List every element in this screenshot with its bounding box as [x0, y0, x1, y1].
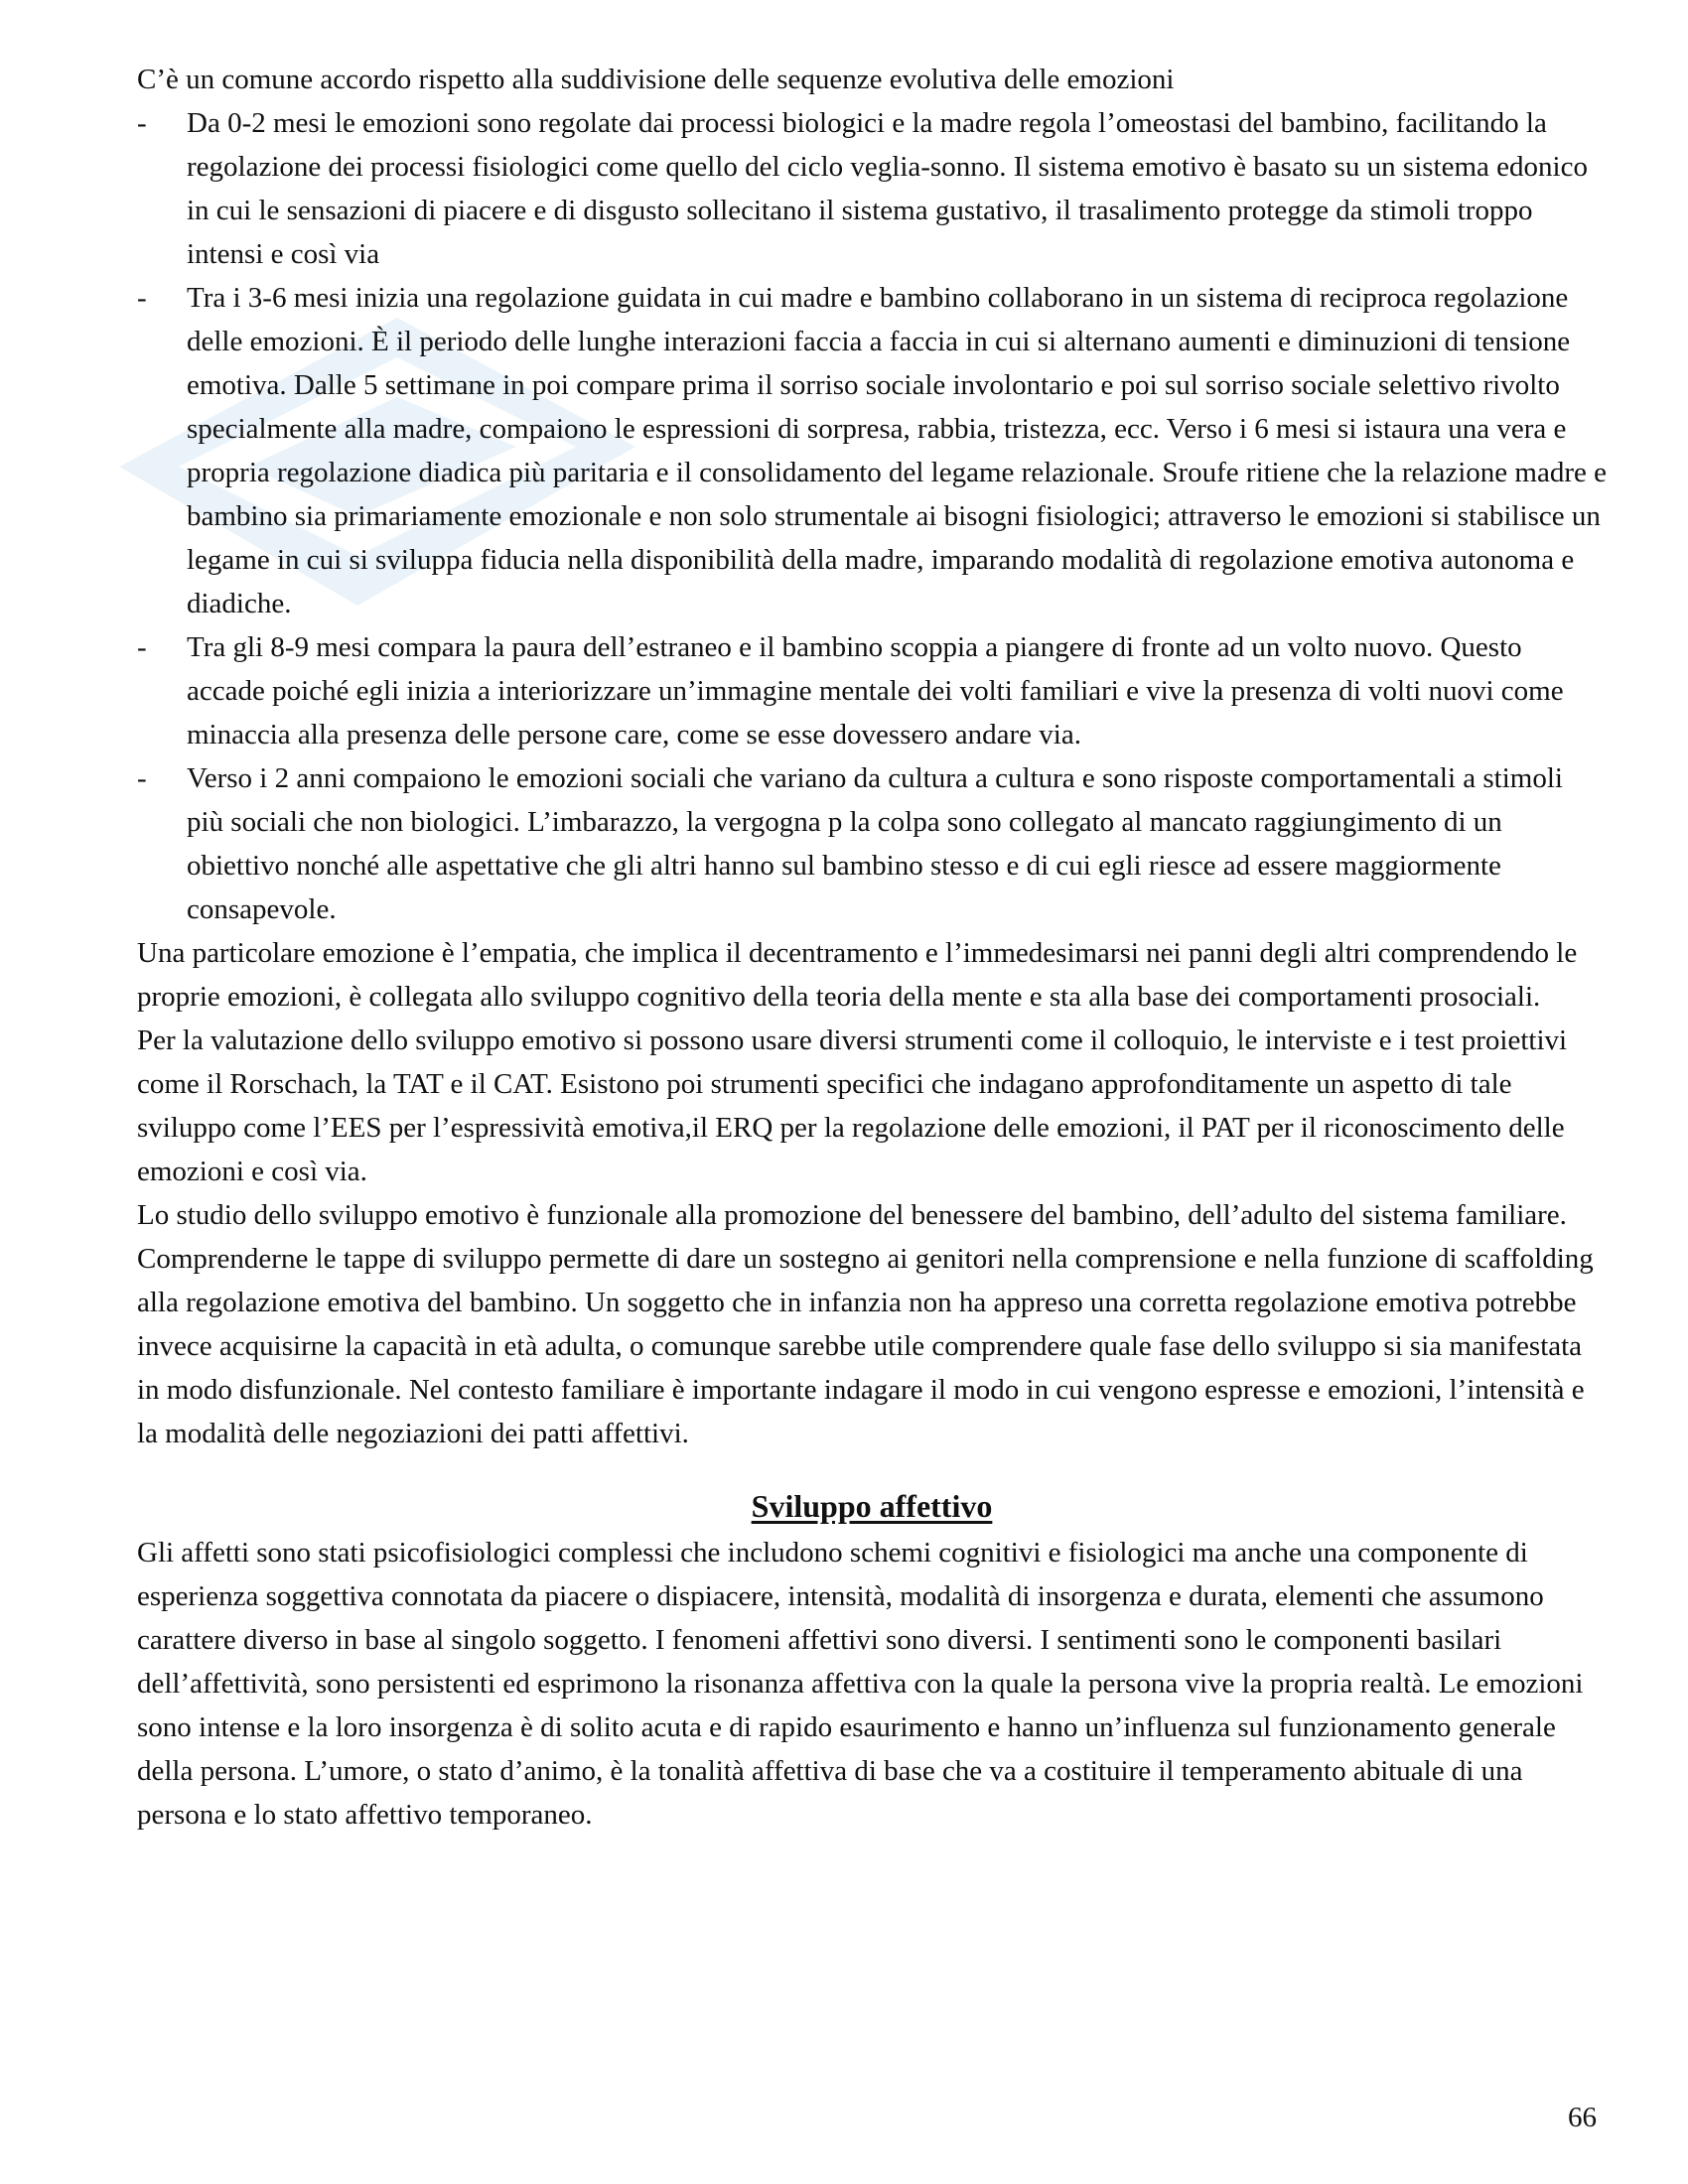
empathy-paragraph: Una particolare emozione è l’empatia, che implica il decentramento e l’immedesimarsi nei panni degli altri comprendendo le proprie emozioni, è collegata allo sviluppo cognitivo della teoria della mente e sta alla base dei comportamenti prosociali.: [137, 937, 1578, 1013]
section-heading: Sviluppo affettivo: [751, 1488, 993, 1524]
list-item: [137, 276, 1607, 625]
page-number: 66: [1568, 2102, 1597, 2133]
list-item-text: Verso i 2 anni compaiono le emozioni sociali che variano da cultura a cultura e sono risposte comportamentali a stimoli più sociali che non biologici. L’imbarazzo, la vergogna p la colpa sono collegato al mancato raggiungimento di un obiettivo nonché alle aspettative che gli altri hanno sul bambino stesso e di cui egli riesce ad essere maggiormente consapevole.: [187, 762, 1563, 925]
list-item: [137, 756, 1607, 931]
assessment-paragraph: Per la valutazione dello sviluppo emotivo si possono usare diversi strumenti come il colloquio, le interviste e i test proiettivi come il Rorschach, la TAT e il CAT. Esistono poi strumenti specifici che indagano approfonditamente un aspetto di tale sviluppo come l’EES per l’espressività emotiva,il ERQ per la regolazione delle emozioni, il PAT per il riconoscimento delle emozioni e così via.: [137, 1024, 1568, 1187]
list-item-text: Da 0-2 mesi le emozioni sono regolate dai processi biologici e la madre regola l’omeostasi del bambino, facilitando la regolazione dei processi fisiologici come quello del ciclo veglia-sonno. Il sistema emotivo è basato su un sistema edonico in cui le sensazioni di piacere e di disgusto sollecitano il sistema gustativo, il trasalimento protegge da stimoli troppo intensi e così via: [187, 107, 1588, 270]
section-paragraph: Gli affetti sono stati psicofisiologici complessi che includono schemi cognitivi e fisiologici ma anche una componente di esperienza soggettiva connotata da piacere o dispiacere, intensità, modalità di insorgenza e durata, elementi che assumono carattere diverso in base al singolo soggetto. I fenomeni affettivi sono diversi. I sentimenti sono le componenti basilari dell’affettività, sono persistenti ed esprimono la risonanza affettiva con la quale la persona vive la propria realtà. Le emozioni sono intense e la loro insorgenza è di solito acuta e di rapido esaurimento e hanno un’influenza sul funzionamento generale della persona. L’umore, o stato d’animo, è la tonalità affettiva di base che va a costituire il temperamento abituale di una persona e lo stato affettivo temporaneo.: [137, 1537, 1584, 1831]
list-item-text: Tra gli 8-9 mesi compara la paura dell’estraneo e il bambino scoppia a piangere di fronte ad un volto nuovo. Questo accade poiché egli inizia a interiorizzare un’immagine mentale dei volti familiari e vive la presenza di volti nuovi come minaccia alla presenza delle persone care, come se esse dovessero andare via.: [187, 631, 1564, 751]
list-item: [137, 101, 1607, 276]
list-item: [137, 625, 1607, 756]
bullet-mark: -: [137, 631, 147, 663]
bullet-mark: -: [137, 762, 147, 794]
bullet-mark: -: [137, 107, 147, 139]
intro-paragraph: C’è un comune accordo rispetto alla suddivisione delle sequenze evolutiva delle emozioni: [137, 64, 1175, 95]
bullet-mark: -: [137, 282, 147, 314]
development-stages-list: [137, 101, 1607, 931]
wellbeing-paragraph: Lo studio dello sviluppo emotivo è funzionale alla promozione del benessere del bambino, dell’adulto del sistema familiare. Comprenderne le tappe di sviluppo permette di dare un sostegno ai genitori nella comprensione e nella funzione di scaffolding alla regolazione emotiva del bambino. Un soggetto che in infanzia non ha appreso una corretta regolazione emotiva potrebbe invece acquisirne la capacità in età adulta, o comunque sarebbe utile comprendere quale fase dello sviluppo si sia manifestata in modo disfunzionale. Nel contesto familiare è importante indagare il modo in cui vengono espresse e emozioni, l’intensità e la modalità delle negoziazioni dei patti affettivi.: [137, 1199, 1594, 1449]
page-content: [137, 58, 1607, 1837]
list-item-text: Tra i 3-6 mesi inizia una regolazione guidata in cui madre e bambino collaborano in un sistema di reciproca regolazione delle emozioni. È il periodo delle lunghe interazioni faccia a faccia in cui si alternano aumenti e diminuzioni di tensione emotiva. Dalle 5 settimane in poi compare prima il sorriso sociale involontario e poi sul sorriso sociale selettivo rivolto specialmente alla madre, compaiono le espressioni di sorpresa, rabbia, tristezza, ecc. Verso i 6 mesi si istaura una vera e propria regolazione diadica più paritaria e il consolidamento del legame relazionale. Sroufe ritiene che la relazione madre e bambino sia primariamente emozionale e non solo strumentale ai bisogni fisiologici; attraverso le emozioni si stabilisce un legame in cui si sviluppa fiducia nella disponibilità della madre, imparando modalità di regolazione emotiva autonoma e diadiche.: [187, 282, 1607, 619]
